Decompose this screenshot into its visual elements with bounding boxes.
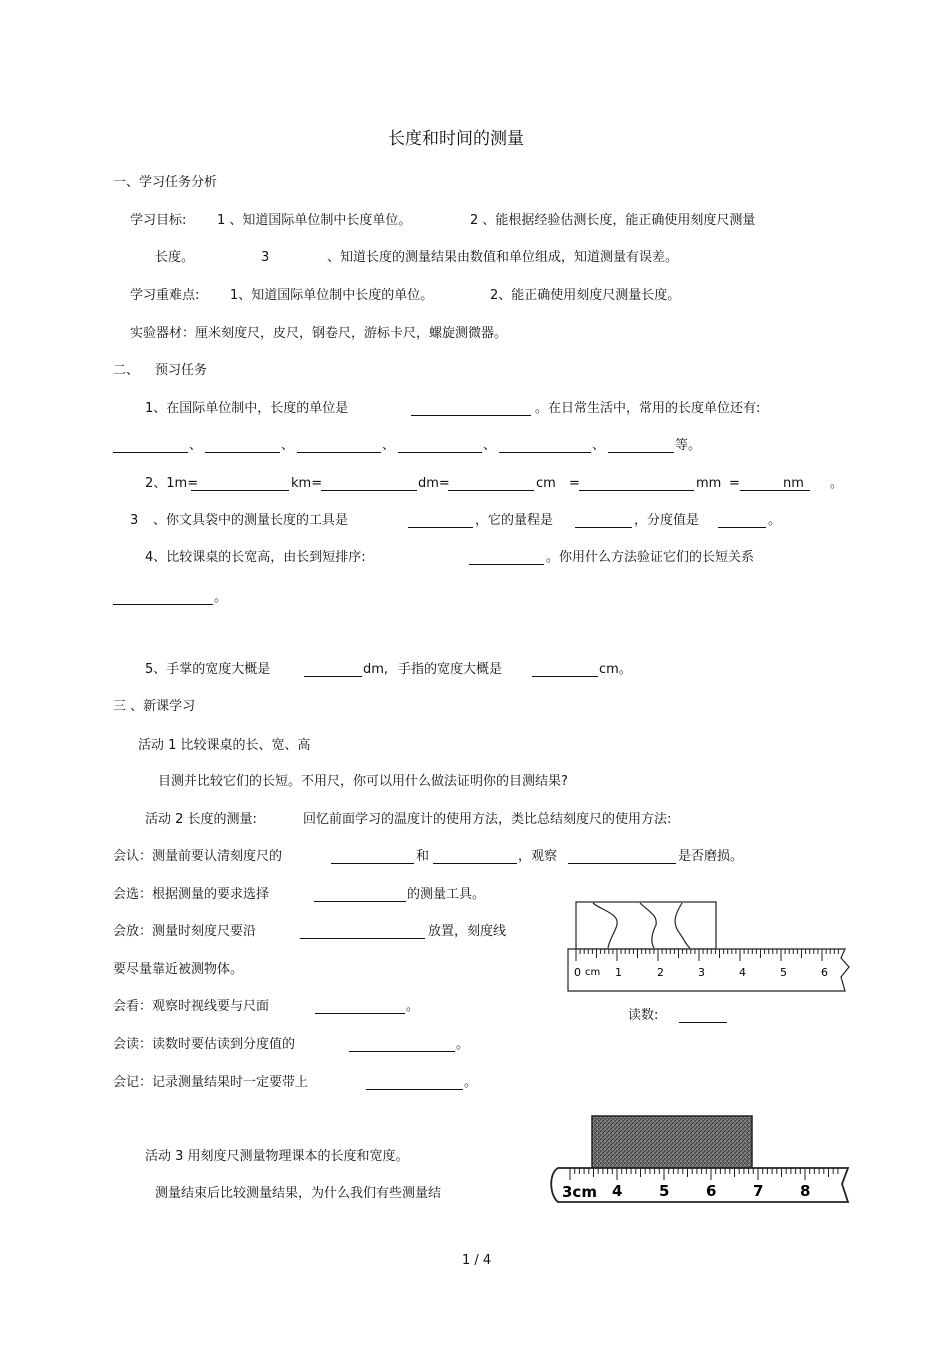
section-3-heading: 三 、新课学习: [113, 699, 196, 714]
rule-select-end: 的测量工具。: [407, 887, 486, 902]
q2-eq-1: =: [569, 476, 580, 491]
q2-eq-2: =: [729, 476, 740, 491]
ruler-1-label-2: 2: [657, 966, 664, 979]
q3-blank-range[interactable]: [575, 515, 632, 528]
q1-blank-1[interactable]: [113, 440, 188, 453]
activity-1-question: 目测并比较它们的长短。不用尺，你可以用什么做法证明你的目测结果?: [158, 774, 568, 789]
q4-text-a: 4、比较课桌的长宽高，由长到短排序:: [145, 550, 366, 565]
page-number: 1 / 4: [462, 1253, 492, 1268]
textbook-block: [592, 1116, 752, 1170]
ruler-1-label-5: 5: [780, 966, 787, 979]
rule-place-c: 要尽量靠近被测物体。: [113, 962, 244, 977]
rule-record-blank[interactable]: [366, 1077, 463, 1090]
rule-look-end: 。: [406, 999, 420, 1014]
key-1: 1、知道国际单位制中长度的单位。: [230, 288, 434, 303]
q2-blank-dm[interactable]: [321, 478, 417, 491]
rule-look-blank[interactable]: [315, 1001, 405, 1014]
q5-text-b: 手指的宽度大概是: [398, 662, 503, 677]
q1-blank-2[interactable]: [205, 440, 280, 453]
rule-recognize-and: 和: [416, 849, 430, 864]
rule-read: 会读：读数时要估读到分度值的: [113, 1037, 296, 1052]
q2-blank-km[interactable]: [191, 478, 289, 491]
q3-text-c: ，分度值是: [634, 513, 700, 528]
q2-blank-cm[interactable]: [448, 478, 534, 491]
q1-text-b: 。在日常生活中，常用的长度单位还有:: [535, 401, 761, 416]
rule-read-end: 。: [456, 1037, 470, 1052]
activity-1: 活动 1 比较课桌的长、宽、高: [138, 738, 311, 753]
q2-km: km=: [291, 476, 323, 491]
q2-mm: mm: [696, 476, 722, 491]
q2-cm: cm: [536, 476, 556, 491]
q5-blank-finger[interactable]: [532, 664, 598, 677]
q5-dm: dm,: [363, 662, 389, 677]
q5-blank-palm[interactable]: [304, 664, 362, 677]
ruler-figure-1: [560, 895, 860, 1000]
rule-record-end: 。: [464, 1075, 478, 1090]
q2-dm: dm=: [418, 476, 450, 491]
q1-sep-1: 、: [189, 438, 203, 453]
key-label: 学习重难点:: [130, 288, 200, 303]
q5-cm: cm。: [599, 662, 632, 677]
section-2-heading: 二、: [113, 363, 140, 378]
q3-text-b: ，它的量程是: [475, 513, 554, 528]
rule-select: 会选：根据测量的要求选择: [113, 887, 270, 902]
goal-2-cont: 长度。: [155, 250, 195, 265]
rule-place: 会放：测量时刻度尺要沿: [113, 924, 257, 939]
q2-end: 。: [830, 476, 844, 491]
q1-sep-2: 、: [281, 438, 295, 453]
q3-end: 。: [768, 513, 782, 528]
rule-look: 会看：观察时视线要与尺面: [113, 999, 270, 1014]
q2-nm: nm: [783, 476, 804, 491]
q1-blank-unit[interactable]: [411, 403, 531, 416]
section-2-title: 预习任务: [155, 363, 208, 378]
goal-3-num: 3: [261, 250, 270, 265]
q1-blank-6[interactable]: [608, 440, 674, 453]
goal-2: 2 、能根据经验估测长度，能正确使用刻度尺测量: [470, 213, 756, 228]
page-title: 长度和时间的测量: [388, 129, 524, 149]
ruler-2-label-6: 6: [706, 1182, 717, 1200]
rule-recognize-end: 是否磨损。: [678, 849, 744, 864]
key-2: 2、能正确使用刻度尺测量长度。: [490, 288, 681, 303]
rule-read-blank[interactable]: [349, 1039, 455, 1052]
q1-end: 等。: [675, 438, 702, 453]
rule-recognize-blank-1[interactable]: [331, 851, 414, 864]
q5-text-a: 5、手掌的宽度大概是: [145, 662, 271, 677]
activity-2: 活动 2 长度的测量:: [145, 812, 257, 827]
q3-blank-tool[interactable]: [408, 515, 473, 528]
rule-select-blank[interactable]: [314, 889, 406, 902]
ruler-1-body: [568, 949, 849, 991]
activity-3-question: 测量结束后比较测量结果，为什么我们有些测量结: [155, 1186, 442, 1201]
q3-text-a: 、你文具袋中的测量长度的工具是: [153, 513, 349, 528]
section-1-heading: 一、学习任务分析: [113, 175, 218, 190]
q3-num: 3: [130, 513, 139, 528]
rule-record: 会记：记录测量结果时一定要带上: [113, 1075, 309, 1090]
rule-place-b: 放置，刻度线: [428, 924, 507, 939]
ruler-1-label-0: 0: [574, 966, 581, 979]
reading-label: 读数:: [628, 1008, 659, 1023]
reading-blank[interactable]: [679, 1010, 727, 1023]
equipment: 实验器材：厘米刻度尺，皮尺，钢卷尺，游标卡尺，螺旋测微器。: [130, 326, 508, 341]
ruler-2-label-7: 7: [753, 1182, 764, 1200]
q4-blank-order[interactable]: [469, 552, 544, 565]
goal-3: 、知道长度的测量结果由数值和单位组成，知道测量有误差。: [327, 250, 679, 265]
activity-2-desc: 回忆前面学习的温度计的使用方法，类比总结刻度尺的使用方法:: [303, 812, 672, 827]
goal-1: 1 、知道国际单位制中长度单位。: [217, 213, 412, 228]
q1-blank-4[interactable]: [398, 440, 482, 453]
q1-text: 1、在国际单位制中，长度的单位是: [145, 401, 349, 416]
q4-end: 。: [214, 590, 228, 605]
q1-blank-3[interactable]: [297, 440, 381, 453]
ruler-2-label-3cm: 3cm: [562, 1183, 597, 1201]
q1-sep-4: 、: [483, 438, 497, 453]
activity-3: 活动 3 用刻度尺测量物理课本的长度和宽度。: [145, 1149, 409, 1164]
rule-recognize-observe: ，观察: [518, 849, 558, 864]
q1-sep-5: 、: [592, 438, 606, 453]
ruler-2-label-4: 4: [612, 1182, 623, 1200]
q2-blank-mm[interactable]: [579, 478, 694, 491]
q4-blank-method[interactable]: [113, 592, 213, 605]
ruler-2-label-8: 8: [800, 1182, 811, 1200]
ruler-1-label-6: 6: [821, 966, 828, 979]
q1-sep-3: 、: [382, 438, 396, 453]
ruler-1-label-1: 1: [615, 966, 622, 979]
rule-recognize-blank-3[interactable]: [568, 851, 676, 864]
ruler-1-label-3: 3: [698, 966, 705, 979]
rule-recognize: 会认：测量前要认清刻度尺的: [113, 849, 283, 864]
rule-place-blank[interactable]: [300, 926, 425, 939]
q2-start: 2、1m=: [145, 476, 199, 491]
q1-blank-5[interactable]: [499, 440, 591, 453]
q4-text-b: 。你用什么方法验证它们的长短关系: [546, 550, 755, 565]
rule-recognize-blank-2[interactable]: [433, 851, 517, 864]
ruler-figure-2: [540, 1112, 855, 1212]
ruler-1-label-cm: cm: [585, 967, 601, 978]
goal-label: 学习目标:: [130, 213, 187, 228]
ruler-1-label-4: 4: [739, 966, 746, 979]
ruler-2-label-5: 5: [659, 1182, 670, 1200]
q3-blank-division[interactable]: [718, 515, 766, 528]
